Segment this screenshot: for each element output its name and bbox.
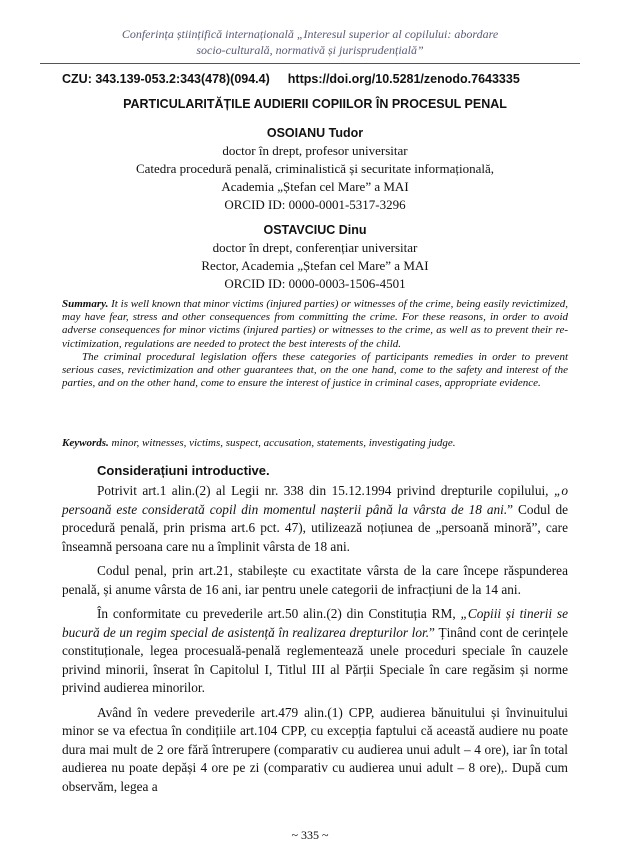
running-header-line-1: Conferința științifică internațională „Interesul superior al copilului: abordare — [121, 27, 499, 41]
author-affiliation-line: Catedra procedură penală, criminalistică și securitate informațională, — [135, 161, 495, 176]
abstract-label: Summary. — [62, 298, 109, 310]
body-quote: „o persoană este considerată copil din momentul nașterii până la vârsta de 18 ani. — [62, 483, 568, 517]
header-divider — [40, 63, 580, 64]
keywords-label: Keywords. — [62, 437, 109, 449]
author-affiliation-line: Rector, Academia „Ștefan cel Mare” a MAI — [201, 258, 429, 273]
body-quote: „Copiii și tinerii se bucură de un regim special de asistență în realizarea drepturilor lor. — [62, 606, 568, 640]
body-paragraph-3 — [62, 605, 568, 698]
body-text-span: În conformitate cu prevederile art.50 alin.(2) din Constituția RM, — [97, 606, 461, 621]
doi-link[interactable]: https://doi.org/10.5281/zenodo.7643335 — [287, 72, 520, 86]
author-name: OSTAVCIUC Dinu — [263, 223, 367, 237]
author-affiliation-line: Academia „Ștefan cel Mare” a MAI — [221, 179, 409, 194]
body-paragraph-2: Codul penal, prin art.21, stabilește cu exactitate vârsta de la care începe răspunderea penală, și anume vârsta de 16 ani, iar pentru unele categorii de infracțiuni de la 14 ani. — [62, 563, 568, 597]
body-paragraph-4: Având în vedere prevederile art.479 alin.(1) CPP, audierea bănuitului și învinuitului minor se va efectua în condițiile art.104 CPP, cu excepția faptului că această audiere nu poate dura mai mult de 2 ore fără întrerupere (comparativ cu audierea unui adult – 4 ore), iar în total audierea nu poate depăși 4 ore pe zi (comparativ cu audierea unui adult – 8 ore),. După cum observăm, legea a — [62, 704, 568, 794]
author-orcid: ORCID ID: 0000-0001-5317-3296 — [224, 197, 406, 212]
classification-line — [62, 72, 582, 86]
article-title: PARTICULARITĂȚILE AUDIERII COPIILOR ÎN PROCESUL PENAL — [123, 97, 507, 111]
body-paragraph-1 — [62, 482, 568, 556]
abstract-paragraph-1 — [62, 298, 568, 351]
author-block-1 — [62, 124, 568, 214]
author-block-2 — [62, 221, 568, 293]
body-text-span: Potrivit art.1 alin.(2) al Legii nr. 338 din 15.12.1994 privind drepturile copilului, — [97, 483, 554, 498]
keywords — [62, 437, 568, 450]
czu-code: CZU: 343.139-053.2:343(478)(094.4) — [62, 72, 270, 86]
abstract-paragraph-2: The criminal procedural legislation offers these categories of participants remedies in order to prevent serious cases, revictimization and other guarantees that, on the one hand, come to the safety and interest of the parties, and on the other hand, come to ensure the interest of justice in criminal cases, appropriate evidence. — [62, 350, 568, 390]
abstract — [62, 298, 568, 390]
keywords-text: minor, witnesses, victims, suspect, accusation, statements, investigating judge. — [108, 437, 456, 449]
body-text-span: ” Codul de procedură penală, prin prisma art.6 pct. 47), utilizează noțiunea de „persoană minoră”, care înseamnă persoana care nu a împlinit vârsta de 18 ani. — [62, 501, 569, 554]
body-text-span: ” Ținând cont de cerințele constituționale, legea procesuală-penală reglementează unele proceduri speciale în cauzele privind minorii, înserat în Capitolul I, Titlul III al Părții Speciale în care regăsim și norme privind audierea minorilor. — [62, 624, 569, 695]
body-text — [62, 482, 568, 802]
running-header — [40, 26, 580, 58]
abstract-text: It is well known that minor victims (injured parties) or witnesses of the crime, being easily revictimized, may have fear, stress and other consequences from committing the crime. For these reasons, in order to avoid adverse consequences for minor victims (injured parties) or witnesses to the crime, as well as to prevent their re-victimization, regulations are needed to protect the best interests of the child. — [62, 298, 568, 350]
running-header-line-2: socio-culturală, normativă și jurisprudențială” — [196, 43, 424, 57]
author-affiliation-line: doctor în drept, conferențiar universitar — [212, 240, 418, 255]
author-orcid: ORCID ID: 0000-0003-1506-4501 — [224, 276, 406, 291]
page-number: ~ 335 ~ — [291, 828, 329, 842]
section-heading: Considerațiuni introductive. — [97, 463, 270, 478]
author-affiliation-line: doctor în drept, profesor universitar — [222, 143, 408, 158]
author-name: OSOIANU Tudor — [266, 126, 364, 140]
